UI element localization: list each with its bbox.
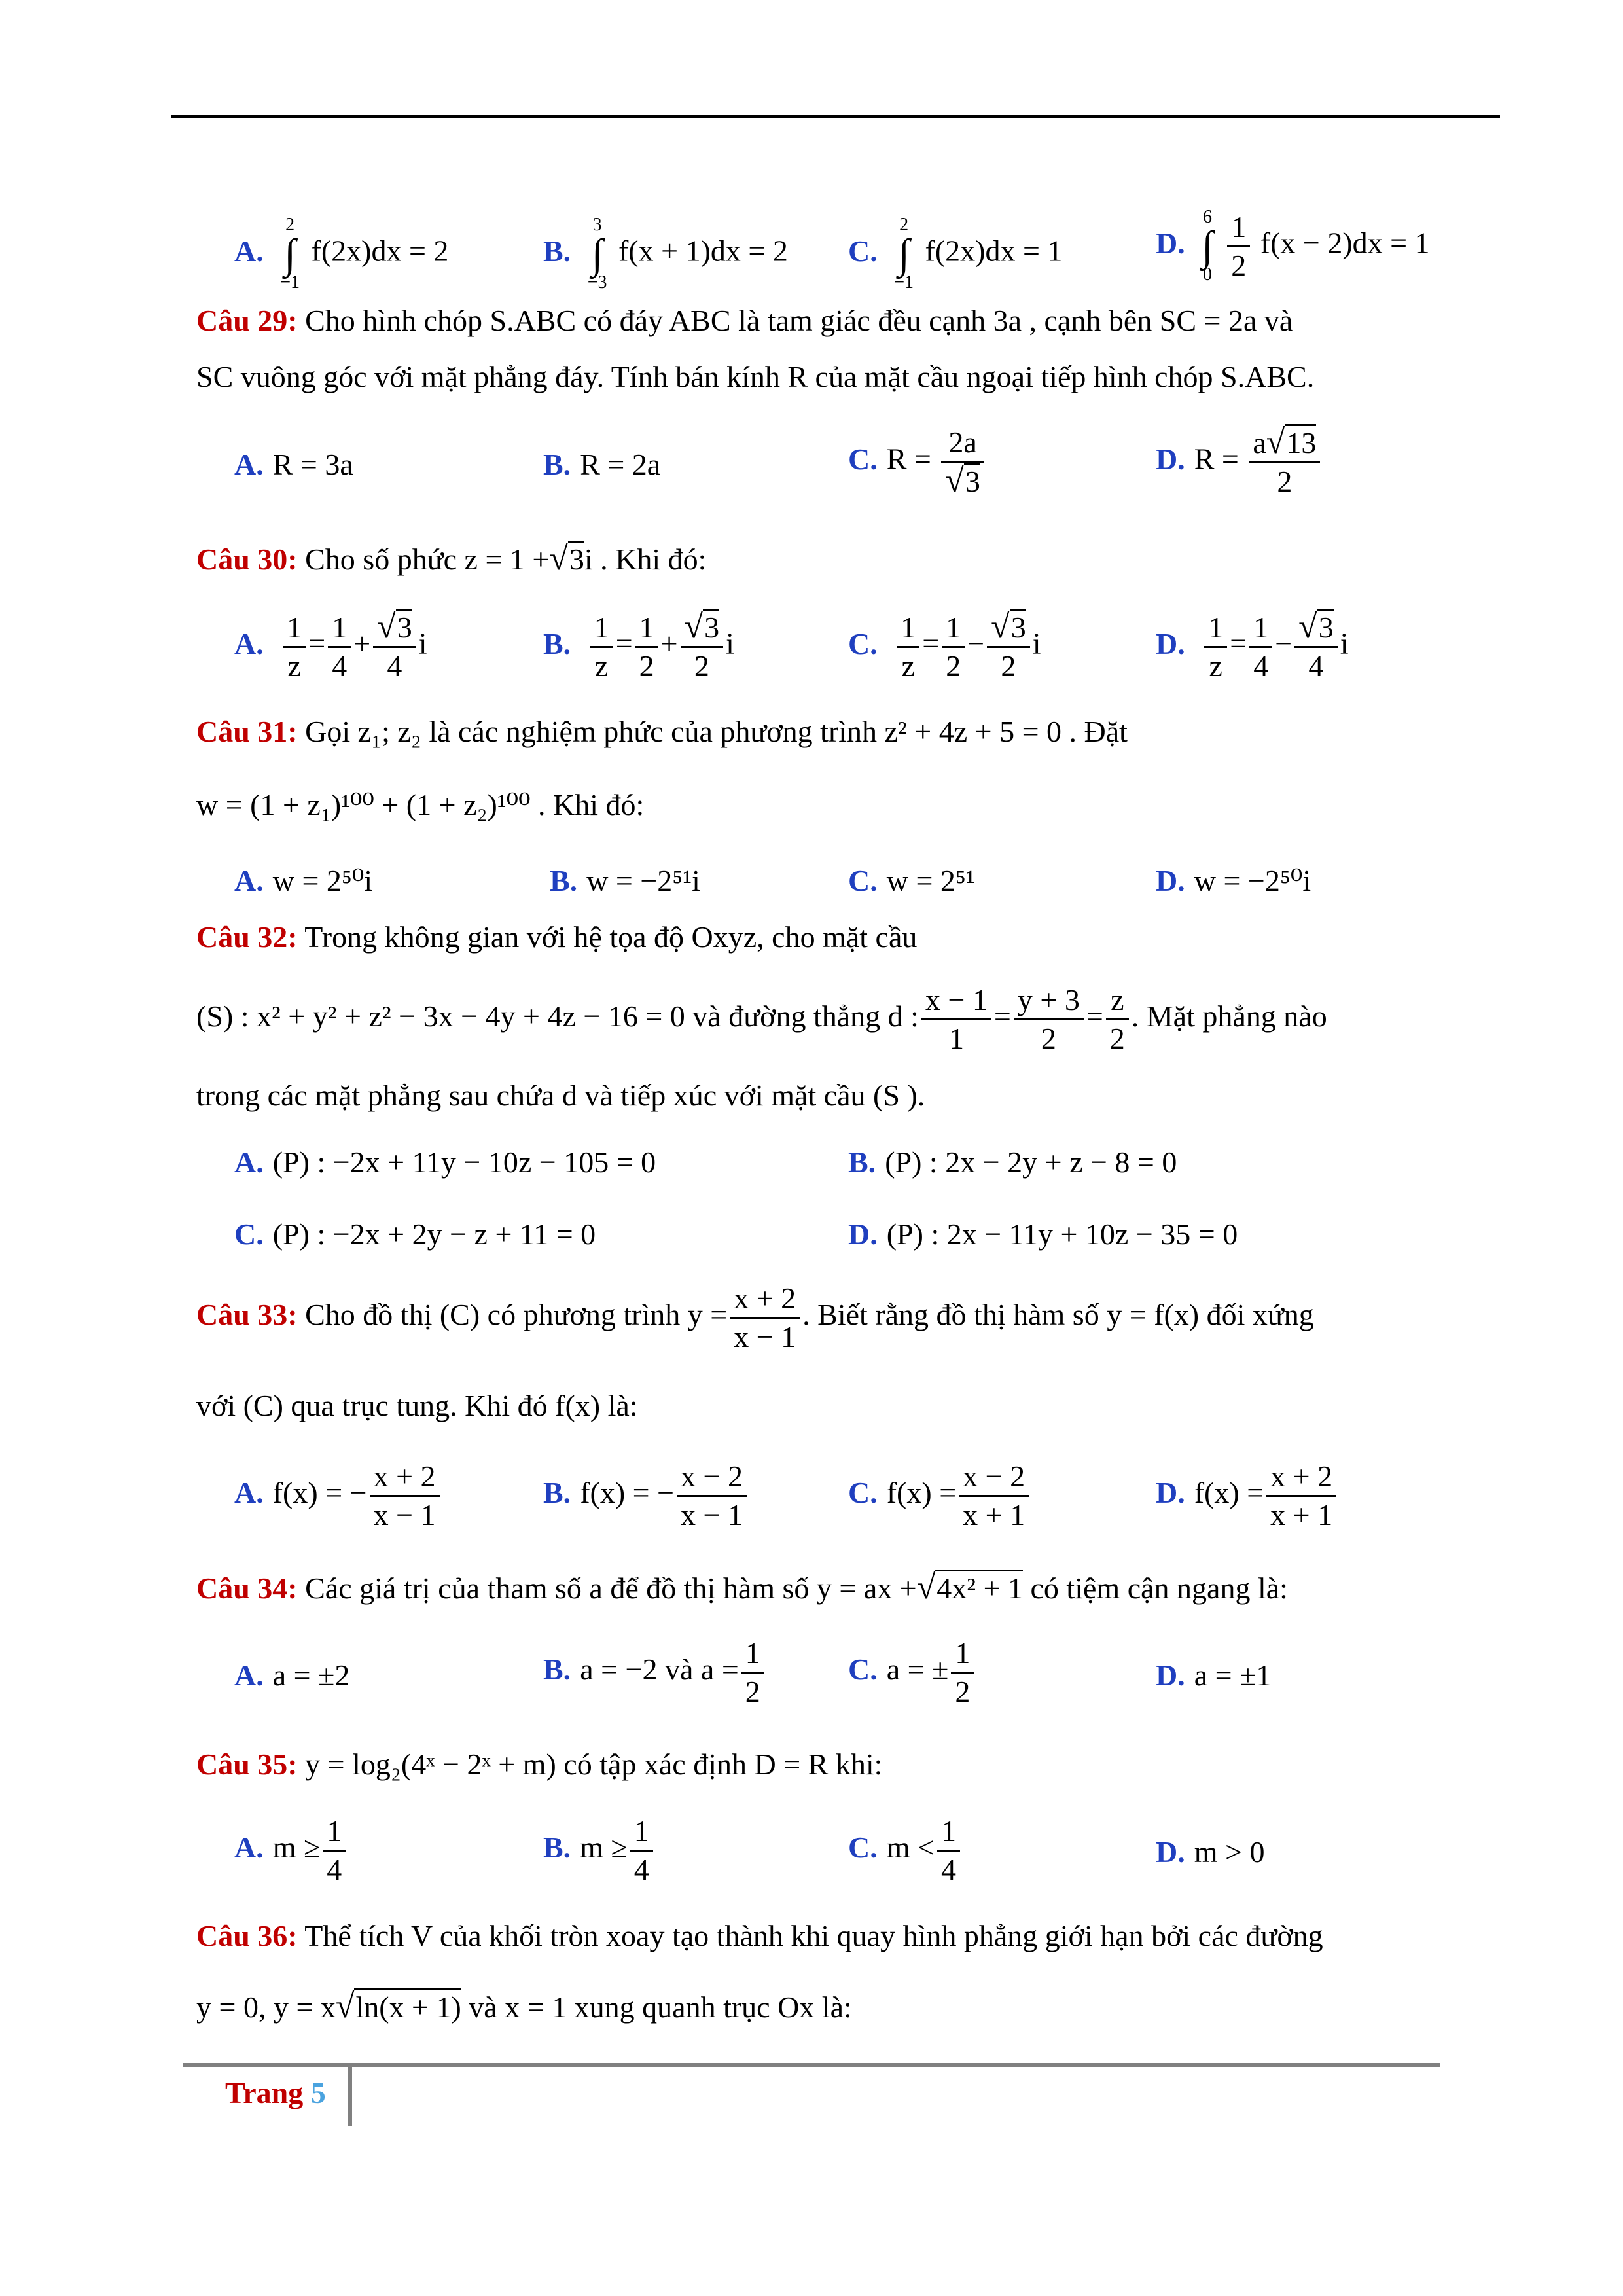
q35-option-c[interactable]: C. m < $\frac{1}{4}$ bbox=[848, 1813, 963, 1888]
question-32-line2: (S) : x² + y² + z² − 3x − 4y + 4z − 16 = 0 và đường thẳng d : $\frac{x - 1}{1}$ = $\frac{y + 3}{2}$ = $\frac{z}{2}$ . Mặt phẳng nào bbox=[196, 983, 1327, 1055]
q28-option-d[interactable]: D. 6 ∫ 0 $\frac{1}{2}$ f(x − 2)dx = 1 bbox=[1156, 207, 1430, 285]
q32-option-b[interactable]: B. (P) : 2x − 2y + z − 8 = 0 bbox=[848, 1145, 1177, 1179]
question-36: Câu 36: Thể tích V của khối tròn xoay tạo thành khi quay hình phẳng giới hạn bởi các đường bbox=[196, 1919, 1323, 1952]
question-33-line2: với (C) qua trục tung. Khi đó f(x) là: bbox=[196, 1389, 638, 1422]
integral-sign: 2 ∫ −1 bbox=[894, 215, 914, 293]
q34-option-b[interactable]: B. a = −2 và a = $\frac{1}{2}$ bbox=[543, 1635, 767, 1710]
q29-option-a[interactable]: A. R = 3a bbox=[234, 448, 353, 481]
question-29: Câu 29: Cho hình chóp S.ABC có đáy ABC là tam giác đều cạnh 3a , cạnh bên SC = 2a và bbox=[196, 304, 1293, 337]
q30-option-d[interactable]: D. $\frac{1}{z}$ = $\frac{1}{4}$ − $\frac{√3}{4}$ i bbox=[1156, 608, 1349, 683]
q33-option-d[interactable]: D. f(x) = $\frac{x + 2}{x + 1}$ bbox=[1156, 1458, 1339, 1534]
footer-rule bbox=[183, 2063, 1440, 2067]
question-31: Câu 31: Gọi z₁; z₂ là các nghiệm phức của phương trình z² + 4z + 5 = 0 . Đặt bbox=[196, 715, 1128, 748]
question-34: Câu 34: Các giá trị của tham số a để đồ thị hàm số y = ax +√4x² + 1 có tiệm cận ngang là: bbox=[196, 1569, 1288, 1606]
q34-option-c[interactable]: C. a = ± $\frac{1}{2}$ bbox=[848, 1635, 976, 1710]
q33-option-b[interactable]: B. f(x) = − $\frac{x - 2}{x - 1}$ bbox=[543, 1458, 749, 1534]
question-36-line2: y = 0, y = x√ln(x + 1) và x = 1 xung quanh trục Ox là: bbox=[196, 1988, 852, 2025]
header-rule bbox=[171, 115, 1500, 118]
question-32: Câu 32: Trong không gian với hệ tọa độ Oxyz, cho mặt cầu bbox=[196, 920, 918, 954]
integral-sign: 6 ∫ 0 bbox=[1202, 207, 1213, 285]
q34-option-d[interactable]: D. a = ±1 bbox=[1156, 1659, 1272, 1692]
q33-option-a[interactable]: A. f(x) = − $\frac{x + 2}{x - 1}$ bbox=[234, 1458, 442, 1534]
q30-option-c[interactable]: C. $\frac{1}{z}$ = $\frac{1}{2}$ − $\frac{√3}{2}$ i bbox=[848, 608, 1041, 683]
q28-option-c[interactable]: C. 2 ∫ −1 f(2x)dx = 1 bbox=[848, 215, 1063, 293]
q35-option-b[interactable]: B. m ≥ $\frac{1}{4}$ bbox=[543, 1813, 656, 1888]
question-32-line3: trong các mặt phẳng sau chứa d và tiếp xúc với mặt cầu (S ). bbox=[196, 1079, 925, 1112]
q34-option-a[interactable]: A. a = ±2 bbox=[234, 1659, 350, 1692]
q29-option-d[interactable]: D. R = $\frac{a√13}{2}$ bbox=[1156, 424, 1323, 500]
q30-option-b[interactable]: B. $\frac{1}{z}$ = $\frac{1}{2}$ + $\frac{√3}{2}$ i bbox=[543, 608, 734, 683]
page-number: Trang 5 bbox=[225, 2076, 326, 2109]
integral-sign: 2 ∫ −1 bbox=[280, 215, 300, 293]
q32-option-d[interactable]: D. (P) : 2x − 11y + 10z − 35 = 0 bbox=[848, 1217, 1238, 1251]
question-33: Câu 33: Cho đồ thị (C) có phương trình y = $\frac{x + 2}{x - 1}$ . Biết rằng đồ thị hàm số y = f(x) đối xứng bbox=[196, 1282, 1314, 1354]
footer-divider bbox=[348, 2067, 352, 2126]
q31-option-a[interactable]: A. w = 2⁵⁰i bbox=[234, 864, 373, 897]
q28-option-a[interactable]: A. 2 ∫ −1 f(2x)dx = 2 bbox=[234, 215, 449, 293]
question-31-line2: w = (1 + z₁)¹⁰⁰ + (1 + z₂)¹⁰⁰ . Khi đó: bbox=[196, 788, 645, 821]
q30-option-a[interactable]: A. $\frac{1}{z}$ = $\frac{1}{4}$ + $\frac{√3}{4}$ i bbox=[234, 608, 427, 683]
question-29-line2: SC vuông góc với mặt phẳng đáy. Tính bán kính R của mặt cầu ngoại tiếp hình chóp S.ABC. bbox=[196, 360, 1315, 393]
q31-option-b[interactable]: B. w = −2⁵¹i bbox=[550, 864, 700, 897]
q31-option-c[interactable]: C. w = 2⁵¹ bbox=[848, 864, 975, 897]
q33-option-c[interactable]: C. f(x) = $\frac{x - 2}{x + 1}$ bbox=[848, 1458, 1031, 1534]
q31-option-d[interactable]: D. w = −2⁵⁰i bbox=[1156, 864, 1311, 897]
q32-option-a[interactable]: A. (P) : −2x + 11y − 10z − 105 = 0 bbox=[234, 1145, 656, 1179]
question-30: Câu 30: Cho số phức z = 1 +√3i . Khi đó: bbox=[196, 540, 707, 577]
q29-option-c[interactable]: C. R = $\frac{2a}{√3}$ bbox=[848, 424, 987, 500]
q29-option-b[interactable]: B. R = 2a bbox=[543, 448, 661, 481]
q35-option-a[interactable]: A. m ≥ $\frac{1}{4}$ bbox=[234, 1813, 348, 1888]
q32-option-c[interactable]: C. (P) : −2x + 2y − z + 11 = 0 bbox=[234, 1217, 596, 1251]
q28-option-b[interactable]: B. 3 ∫ −3 f(x + 1)dx = 2 bbox=[543, 215, 788, 293]
question-35: Câu 35: y = log₂(4ˣ − 2ˣ + m) có tập xác định D = R khi: bbox=[196, 1748, 883, 1781]
q35-option-d[interactable]: D. m > 0 bbox=[1156, 1835, 1265, 1869]
integral-sign: 3 ∫ −3 bbox=[587, 215, 607, 293]
